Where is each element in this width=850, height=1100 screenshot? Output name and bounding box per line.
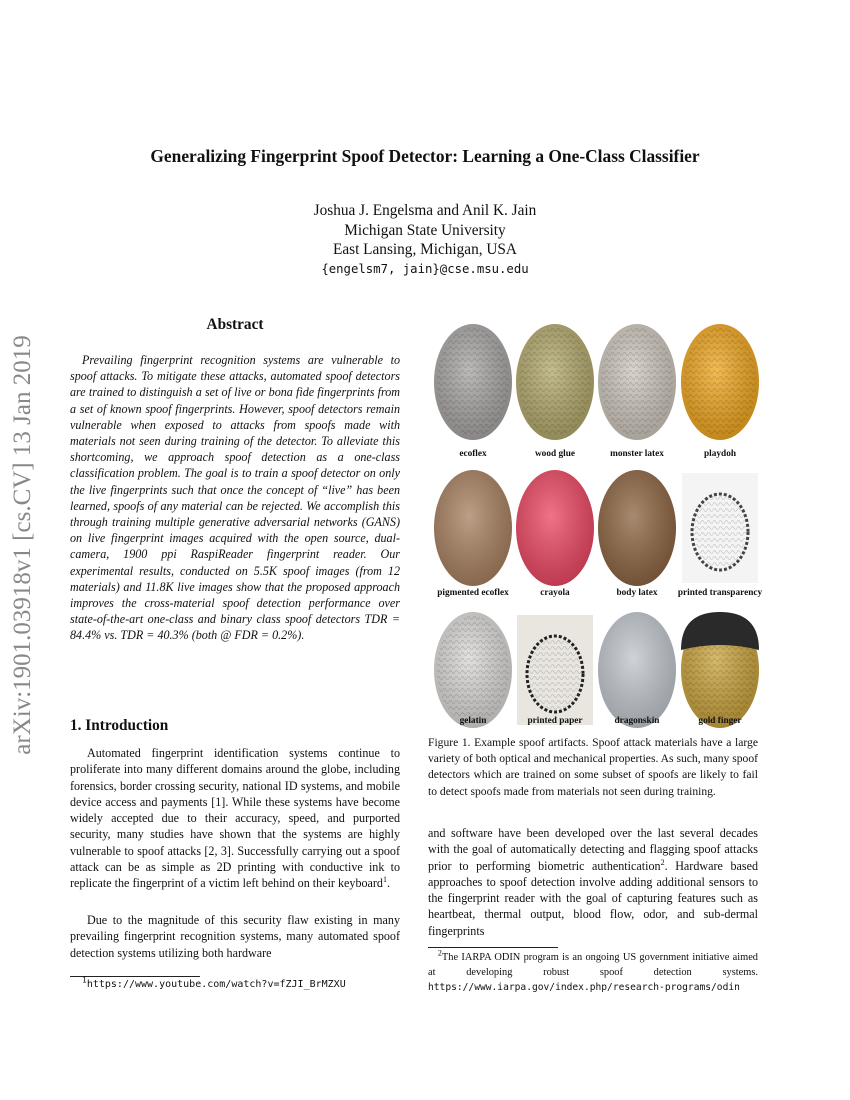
figure-label-printed-paper: printed paper [527,716,583,726]
intro-paragraph-2: Due to the magnitude of this security flaw existing in many prevailing fingerprint recognition systems, many automated spoof detection systems utilizing both hardware [70,913,400,960]
gelatin-ridges [437,616,509,724]
abstract-text: Prevailing fingerprint recognition systems are vulnerable to spoof attacks. To mitigate these attacks, automated spoof detectors are trained to distinguish a set of live or bona fide fingerprints from a set of known spoof fingerprints. However, spoof detectors remain vulnerable when exposed to attacks from spoofs made with materials not seen during training of the detector. To alleviate this shortcoming, we approach spoof detection as a one-class classification problem. The goal is to train a spoof detector on only the live fingerprints such that once the concept of “live” has been learned, spoofs of any material can be rejected. We accomplish this through training multiple generative adversarial networks (GANS) on live fingerprint images acquired with the open source, dual-camera, 1900 ppi RaspiReader fingerprint reader. Our experimental results, conducted on 5.5K spoof images (from 12 materials) and 11.8K live images show that the proposed approach improves the cross-material spoof detection performance over state-of-the-art one-class and binary class spoof detectors TDR = 84.4% vs. TDR = 40.3% (both @ FDR = 0.2%). [70,353,400,643]
ecoflex-ridges [437,328,509,436]
paper-title: Generalizing Fingerprint Spoof Detector: Learning a One-Class Classifier [150,146,700,166]
footnote-ref-1[interactable]: 1 [382,875,387,885]
right-column-paragraph [428,825,758,939]
body-latex-shading [598,470,676,586]
arxiv-stamp [0,295,48,795]
footnote-1-url[interactable]: https://www.youtube.com/watch?v=fZJI_BrMZXU [86,979,346,990]
playdoh-ridges [684,328,756,436]
figure-label-printed-transparency: printed transparency [677,588,763,598]
location: East Lansing, Michigan, USA [333,241,517,258]
arxiv-stamp-text: arXiv:1901.03918v1 [cs.CV] 13 Jan 2019 [9,335,36,755]
figure-spoof-artifacts [425,315,770,735]
figure-caption: Figure 1. Example spoof artifacts. Spoof attack materials have a large variety of both optical and mechanical properties. As such, many spoof detectors which are trained on some subset of spoofs are likely to fail to detect spoofs made from materials not seen during training. [428,736,758,798]
figure-label-playdoh: playdoh [703,449,737,459]
footnote-2-url[interactable]: https://www.iarpa.gov/index.php/research-programs/odin [428,982,740,993]
footnote-rule-right [428,947,558,948]
figure-label-wood-glue: wood glue [534,449,576,459]
intro-p1-end: . [386,876,391,891]
figure-label-crayola: crayola [540,588,570,598]
figure-label-ecoflex: ecoflex [459,449,487,459]
footnote-rule-left [70,976,200,977]
right-p-text: and software have been developed over the last several decades with the goal of automatically detecting and flagging spoof attacks prior to performing biometric authentication [428,826,758,873]
footnote-2 [428,950,758,995]
intro-p1-text: Automated fingerprint identification systems continue to proliferate into many different domains around the globe, including forensics, border crossing security, national ID systems, and mobile device access and payments [1]. While these systems have become widely accepted due to their accuracy, speed, and purported security, many studies have shown that the systems are highly vulnerable to spoof attacks [2, 3]. Successfully carrying out a spoof attack can be as simple as 2D printing with conductive ink to replicate the fingerprint of a victim left behind on their keyboard [70,746,400,891]
footnote-2-mark: 2 [437,948,442,958]
affiliation: Michigan State University [344,221,506,239]
section-heading-introduction: 1. Introduction [70,717,169,734]
figure-label-monster-latex: monster latex [610,449,664,459]
footnote-ref-2[interactable]: 2 [660,857,665,867]
footnote-1-mark: 1 [82,975,87,985]
dragonskin-shading [598,612,676,728]
gold-finger-dark-tip [681,612,759,650]
author-email: {engelsm7, jain}@cse.msu.edu [321,262,529,276]
figure-label-gold-finger: gold finger [698,716,742,726]
right-p-text-cont: . Hardware based approaches to spoof detection involve adding additional sensors to the fingerprint reader with the goal of capturing features such as heartbeat, thermal output, blood flow, odor, and sub-dermal fingerprints [428,858,759,938]
footnote-1 [82,975,346,990]
crayola-shading [516,470,594,586]
pigmented-ecoflex-shading [434,470,512,586]
abstract-heading: Abstract [206,316,264,333]
intro-paragraph-1 [70,745,400,892]
figure-label-body-latex: body latex [616,588,658,598]
figure-label-dragonskin: dragonskin [614,716,660,726]
authors: Joshua J. Engelsma and Anil K. Jain [313,202,537,219]
wood-glue-ridges [519,328,591,436]
author-block [0,201,850,260]
printed-transparency-ridges [694,496,746,568]
figure-label-pigmented-ecoflex: pigmented ecoflex [437,588,509,598]
monster-latex-ridges [601,328,673,436]
figure-label-gelatin: gelatin [459,716,487,726]
footnote-2-text: The IARPA ODIN program is an ongoing US government initiative aimed at developing robust spoof detection systems. [428,952,758,978]
printed-paper-ridges [529,638,581,710]
